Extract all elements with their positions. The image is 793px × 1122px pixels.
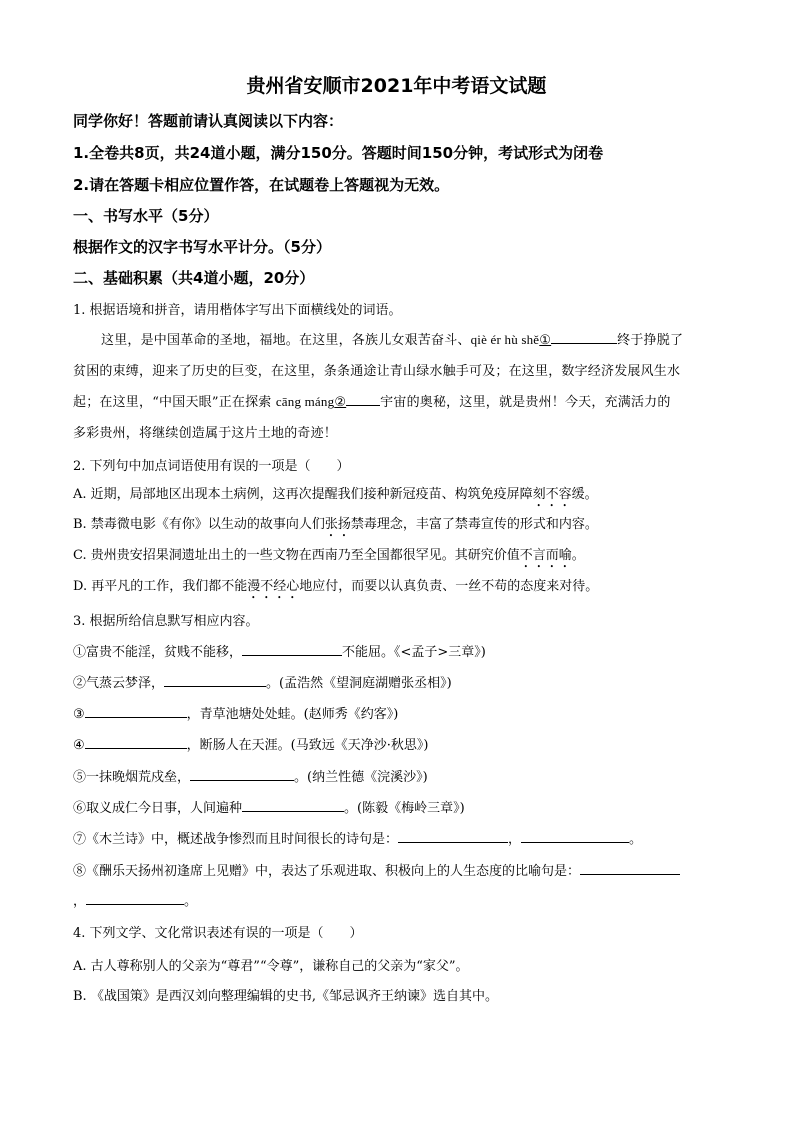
q1-passage-line-4: 多彩贵州，将继续创造属于这片土地的奇迹！ <box>73 426 338 441</box>
section-2-heading: 二、基础积累（共4道小题，20分） <box>73 269 315 287</box>
prompt-text: ②气蒸云梦泽， <box>73 676 165 691</box>
answer-blank[interactable] <box>242 799 344 812</box>
q2-option-c <box>73 544 585 571</box>
answer-blank[interactable] <box>85 705 187 718</box>
q2-option-a <box>73 483 598 510</box>
section-1-heading: 一、书写水平（5分） <box>73 207 219 225</box>
q3-line-7 <box>73 828 642 847</box>
q3-stem: 3. 根据所给信息默写相应内容。 <box>73 614 259 629</box>
q4-stem: 4. 下列文学、文化常识表述有误的一项是（ ） <box>73 926 363 941</box>
answer-blank[interactable] <box>398 830 508 843</box>
q1-text: 终于挣脱了 <box>617 333 684 348</box>
section-1-text: 根据作文的汉字书写水平计分。（5分） <box>73 238 331 256</box>
option-text: 地应付，而要以认真负责、一丝不苟的态度来对待。 <box>299 579 599 594</box>
q1-blank-1[interactable] <box>551 331 617 344</box>
q1-blank-2[interactable] <box>346 393 380 406</box>
answer-blank[interactable] <box>580 862 680 875</box>
page-title: 贵州省安顺市2021年中考语文试题 <box>246 75 547 97</box>
prompt-text: 。 <box>184 894 198 909</box>
prompt-text: 。 <box>629 832 643 847</box>
prompt-text: 。(纳兰性德《浣溪沙》) <box>294 770 428 785</box>
q3-line-5 <box>73 766 428 785</box>
q1-passage-line-1 <box>101 329 683 348</box>
q3-line-6 <box>73 797 465 816</box>
intro-greeting: 同学你好！答题前请认真阅读以下内容： <box>73 112 344 130</box>
answer-blank[interactable] <box>242 643 342 656</box>
dotted-word: 张扬 <box>324 517 351 532</box>
option-text: C. 贵州贵安招果洞遗址出土的一些文物在西南乃至全国都很罕见。其研究价值 <box>73 548 520 563</box>
prompt-text: ， <box>508 832 522 847</box>
q1-blank-marker-2: ② <box>334 395 347 410</box>
q3-line-1 <box>73 641 486 660</box>
prompt-text: ⑤一抹晚烟荒戍垒， <box>73 770 191 785</box>
prompt-text: ⑥取义成仁今日事，人间遍种 <box>73 801 243 816</box>
q1-pinyin-2: cāng máng <box>275 394 335 409</box>
q1-passage-line-2: 贫困的束缚，迎来了历史的巨变，在这里，条条通途让青山绿水触手可及；在这里，数字经济发展风生水 <box>73 364 681 379</box>
option-text: 缓。 <box>571 487 598 502</box>
option-text: 。 <box>571 548 585 563</box>
dotted-word: 漫不经心 <box>247 579 300 594</box>
q2-option-d <box>73 575 598 602</box>
q1-blank-marker-1: ① <box>539 333 552 348</box>
answer-blank[interactable] <box>521 830 629 843</box>
prompt-text: ⑦《木兰诗》中，概述战争惨烈而且时间很长的诗句是： <box>73 832 399 847</box>
q1-passage-line-3 <box>73 391 671 410</box>
answer-blank[interactable] <box>85 736 187 749</box>
dotted-word: 不言而喻 <box>519 548 572 563</box>
q1-stem: 1. 根据语境和拼音，请用楷体字写出下面横线处的词语。 <box>73 303 402 318</box>
q3-line-8-continued <box>73 890 197 909</box>
prompt-text: ①富贵不能淫，贫贱不能移， <box>73 645 243 660</box>
q4-option-a: A. 古人尊称别人的父亲为“尊君”“令尊”，谦称自己的父亲为“家父”。 <box>73 959 469 974</box>
q3-line-3 <box>73 703 398 722</box>
option-text: D. 再平凡的工作，我们都不能 <box>73 579 248 594</box>
q2-stem: 2. 下列句中加点词语使用有误的一项是（ ） <box>73 459 350 474</box>
answer-blank[interactable] <box>86 892 184 905</box>
q4-option-b: B. 《战国策》是西汉刘向整理编辑的史书,《邹忌讽齐王纳谏》选自其中。 <box>73 989 498 1004</box>
prompt-text: ③ <box>73 707 85 722</box>
prompt-text: ，青草池塘处处蛙。(赵师秀《约客》) <box>186 707 399 722</box>
q1-text: 这里，是中国革命的圣地，福地。在这里，各族儿女艰苦奋斗、 <box>101 333 471 348</box>
intro-rule-2: 2.请在答题卡相应位置作答，在试题卷上答题视为无效。 <box>73 176 450 194</box>
answer-blank[interactable] <box>164 674 266 687</box>
intro-rule-1: 1.全卷共8页，共24道小题，满分150分。答题时间150分钟，考试形式为闭卷 <box>73 144 604 162</box>
prompt-text: ，断肠人在天涯。(马致远《天净沙·秋思》) <box>186 738 429 753</box>
option-text: A. 近期，局部地区出现本土病例，这再次提醒我们接种新冠疫苗、构筑免疫屏障 <box>73 487 533 502</box>
prompt-text: 。(孟浩然《望洞庭湖赠张丞相》) <box>266 676 452 691</box>
dotted-word: 刻不容 <box>532 487 572 502</box>
option-text: B. 禁毒微电影《有你》以生动的故事向人们 <box>73 517 325 532</box>
prompt-text: ， <box>73 894 87 909</box>
q1-pinyin-1: qiè ér hù shě <box>470 332 540 347</box>
answer-blank[interactable] <box>190 768 294 781</box>
q3-line-2 <box>73 672 452 691</box>
q1-text: 起；在这里，“中国天眼”正在探索 <box>73 395 276 410</box>
q2-option-b <box>73 513 598 540</box>
prompt-text: 。(陈毅《梅岭三章》) <box>344 801 465 816</box>
q3-line-8 <box>73 860 680 879</box>
option-text: 禁毒理念，丰富了禁毒宣传的形式和内容。 <box>350 517 598 532</box>
q3-line-4 <box>73 734 428 753</box>
prompt-text: ④ <box>73 738 85 753</box>
q1-text: 宇宙的奥秘，这里，就是贵州！今天，充满活力的 <box>380 395 671 410</box>
prompt-text: 不能屈。《<孟子>三章》) <box>342 645 486 660</box>
prompt-text: ⑧《酬乐天扬州初逢席上见赠》中，表达了乐观进取、积极向上的人生态度的比喻句是： <box>73 864 581 879</box>
